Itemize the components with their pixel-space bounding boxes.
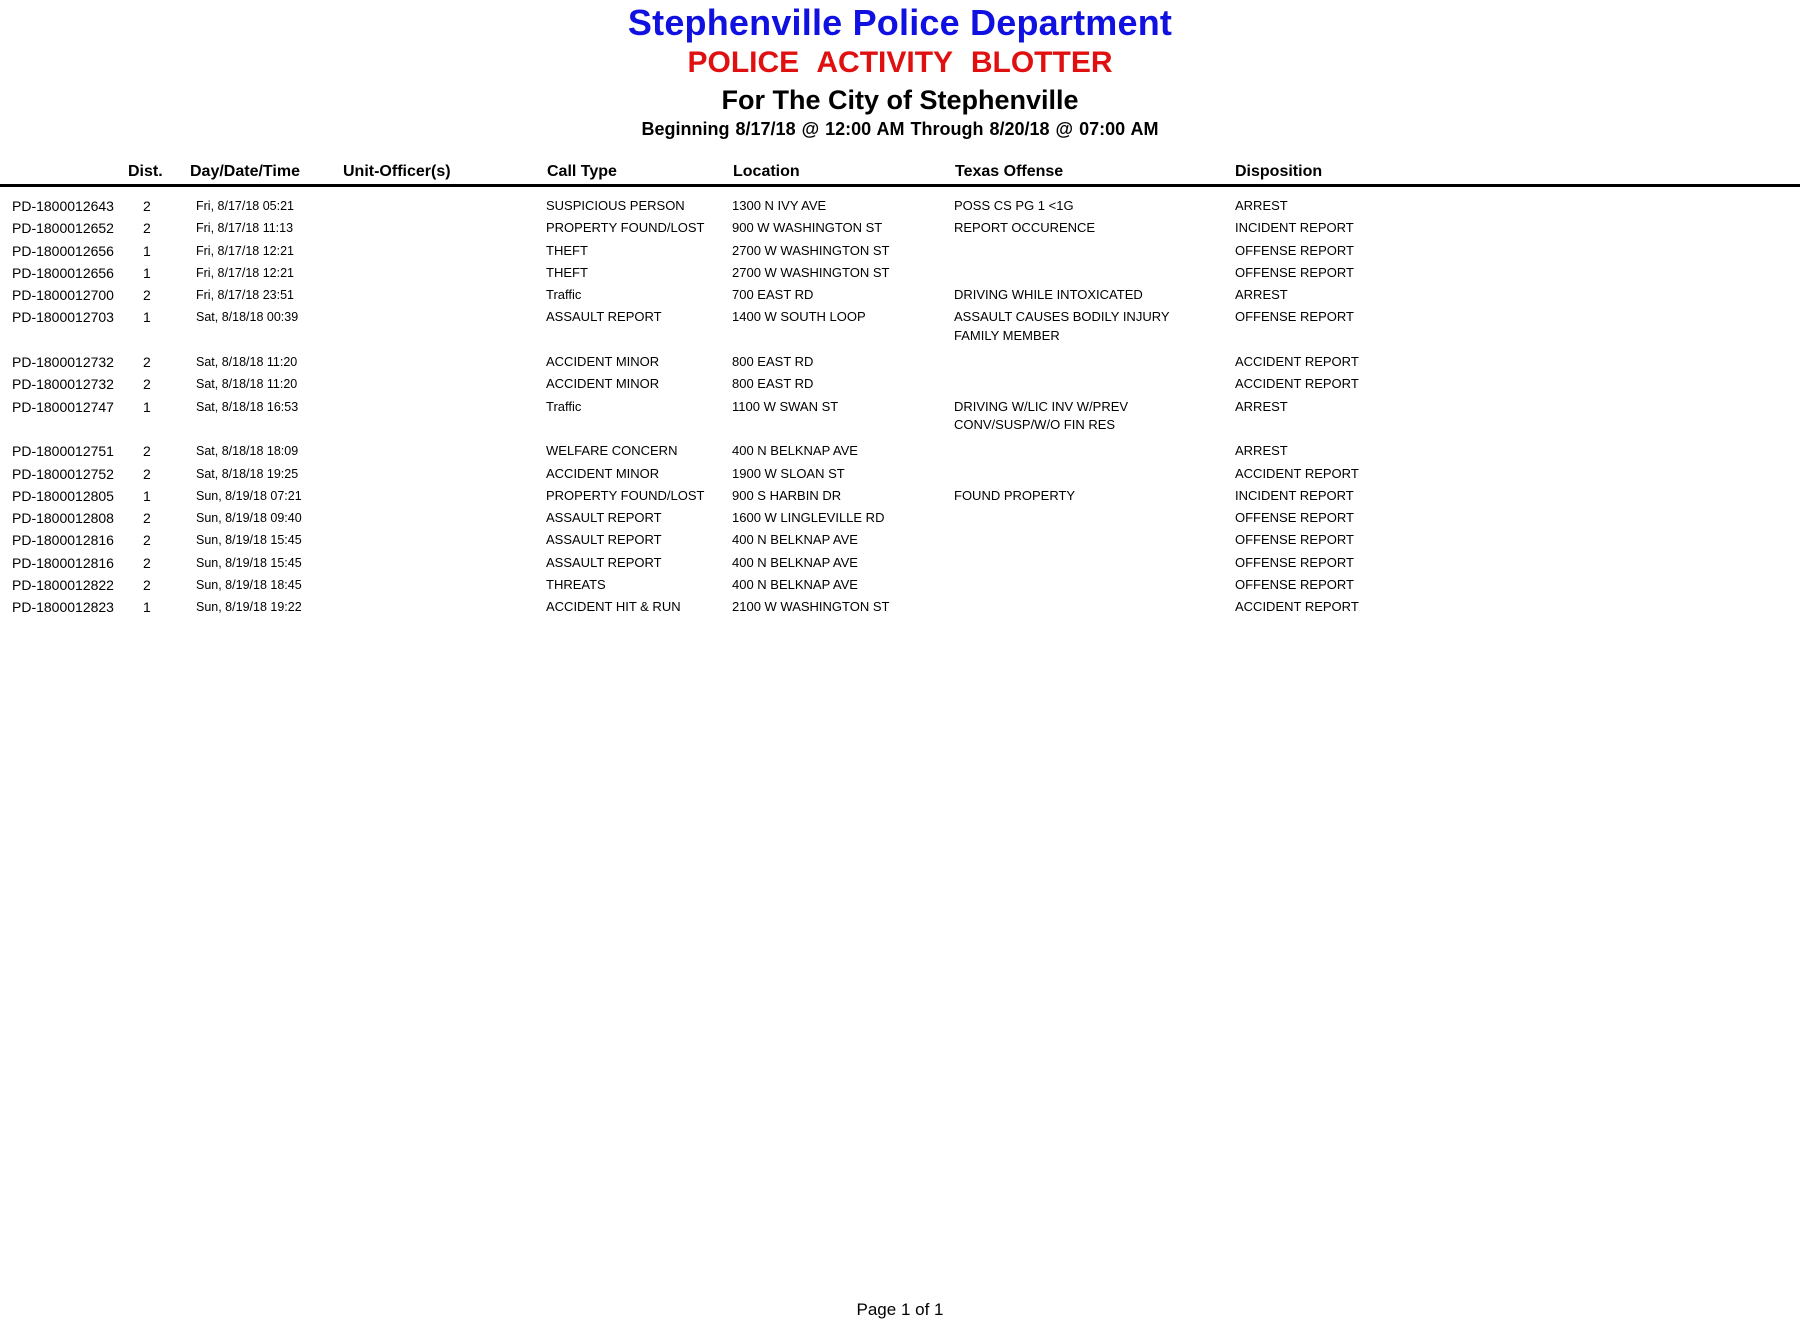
column-header-disposition: Disposition — [1235, 163, 1323, 180]
table-row — [0, 375, 1800, 397]
table-row — [0, 286, 1800, 308]
row-call-type: ASSAULT REPORT — [546, 510, 662, 526]
blotter-table — [0, 197, 1800, 621]
row-location: 2700 W WASHINGTON ST — [732, 242, 890, 258]
row-disposition: ACCIDENT REPORT — [1235, 376, 1359, 392]
table-row — [0, 531, 1800, 553]
row-datetime: Sun, 8/19/18 18:45 — [196, 578, 302, 593]
table-row — [0, 465, 1800, 487]
row-disposition: OFFENSE REPORT — [1235, 554, 1354, 570]
row-offense: FOUND PROPERTY — [954, 487, 1076, 503]
table-row — [0, 242, 1800, 264]
row-datetime: Sun, 8/19/18 09:40 — [196, 511, 302, 526]
row-offense: ASSAULT CAUSES BODILY INJURY FAMILY MEMBER — [954, 309, 1170, 343]
row-id: PD-1800012656 — [12, 264, 114, 281]
row-location: 1900 W SLOAN ST — [732, 465, 845, 481]
row-datetime: Sun, 8/19/18 07:21 — [196, 488, 302, 503]
row-dist: 1 — [143, 487, 151, 504]
table-row — [0, 554, 1800, 576]
row-dist: 2 — [143, 577, 151, 594]
row-call-type: ASSAULT REPORT — [546, 554, 662, 570]
row-offense: DRIVING W/LIC INV W/PREV CONV/SUSP/W/O FIN RES — [954, 398, 1129, 433]
row-call-type: PROPERTY FOUND/LOST — [546, 220, 705, 236]
row-id: PD-1800012732 — [12, 354, 114, 371]
row-datetime: Fri, 8/17/18 12:21 — [196, 243, 294, 258]
header-divider — [0, 184, 1800, 187]
row-disposition: ARREST — [1235, 398, 1288, 414]
row-disposition: ACCIDENT REPORT — [1235, 465, 1359, 481]
row-datetime: Sat, 8/18/18 18:09 — [196, 444, 299, 459]
row-disposition: ARREST — [1235, 443, 1288, 459]
row-disposition: OFFENSE REPORT — [1235, 242, 1354, 258]
row-disposition: ACCIDENT REPORT — [1235, 354, 1359, 370]
table-row — [0, 398, 1800, 443]
page-number: Page 1 of 1 — [856, 1300, 944, 1319]
row-id: PD-1800012822 — [12, 577, 114, 594]
row-location: 400 N BELKNAP AVE — [732, 554, 858, 570]
column-header-call-type: Call Type — [547, 163, 617, 180]
row-disposition: OFFENSE REPORT — [1235, 309, 1354, 325]
row-id: PD-1800012643 — [12, 198, 114, 214]
row-location: 2100 W WASHINGTON ST — [732, 599, 890, 615]
table-row — [0, 308, 1800, 353]
row-call-type: Traffic — [546, 398, 582, 414]
row-id: PD-1800012656 — [12, 242, 114, 259]
row-id: PD-1800012703 — [12, 309, 114, 326]
table-row — [0, 197, 1800, 219]
row-location: 400 N BELKNAP AVE — [732, 532, 858, 548]
row-dist: 2 — [143, 287, 151, 304]
row-dist: 2 — [143, 465, 151, 482]
table-row — [0, 264, 1800, 286]
row-location: 800 EAST RD — [732, 354, 814, 370]
row-dist: 2 — [143, 443, 151, 460]
row-offense: DRIVING WHILE INTOXICATED — [954, 287, 1143, 303]
row-id: PD-1800012700 — [12, 287, 114, 304]
row-datetime: Sat, 8/18/18 11:20 — [196, 377, 298, 392]
row-dist: 1 — [143, 398, 151, 415]
row-id: PD-1800012808 — [12, 510, 114, 527]
column-header-location: Location — [733, 163, 800, 180]
row-location: 400 N BELKNAP AVE — [732, 577, 858, 593]
table-row — [0, 219, 1800, 241]
row-location: 1100 W SWAN ST — [732, 398, 839, 414]
row-id: PD-1800012751 — [12, 443, 114, 460]
row-id: PD-1800012823 — [12, 599, 114, 616]
row-call-type: Traffic — [546, 287, 582, 303]
row-call-type: PROPERTY FOUND/LOST — [546, 487, 705, 503]
page-title: Stephenville Police Department — [627, 2, 1173, 43]
row-location: 1300 N IVY AVE — [732, 198, 827, 213]
row-id: PD-1800012805 — [12, 487, 114, 504]
row-dist: 2 — [143, 532, 151, 549]
row-disposition: ARREST — [1235, 198, 1288, 213]
row-id: PD-1800012752 — [12, 465, 114, 482]
row-datetime: Sat, 8/18/18 00:39 — [196, 310, 299, 325]
row-call-type: SUSPICIOUS PERSON — [546, 198, 685, 213]
row-call-type: ASSAULT REPORT — [546, 532, 662, 548]
row-id: PD-1800012747 — [12, 398, 114, 415]
row-location: 400 N BELKNAP AVE — [732, 443, 858, 459]
row-datetime: Sun, 8/19/18 15:45 — [196, 555, 302, 570]
row-location: 1400 W SOUTH LOOP — [732, 309, 866, 325]
row-dist: 1 — [143, 309, 151, 326]
row-disposition: INCIDENT REPORT — [1235, 220, 1354, 236]
row-call-type: ASSAULT REPORT — [546, 309, 662, 325]
row-dist: 2 — [143, 354, 151, 371]
table-row — [0, 487, 1800, 509]
row-location: 900 S HARBIN DR — [732, 487, 842, 503]
row-dist: 1 — [143, 242, 151, 259]
row-datetime: Sat, 8/18/18 11:20 — [196, 355, 298, 370]
row-disposition: OFFENSE REPORT — [1235, 577, 1354, 593]
row-disposition: OFFENSE REPORT — [1235, 532, 1354, 548]
row-call-type: ACCIDENT MINOR — [546, 376, 660, 392]
row-id: PD-1800012652 — [12, 220, 114, 237]
table-row — [0, 353, 1800, 375]
row-id: PD-1800012816 — [12, 532, 114, 549]
column-header-offense: Texas Offense — [955, 163, 1064, 180]
row-datetime: Sat, 8/18/18 16:53 — [196, 399, 299, 414]
row-dist: 2 — [143, 198, 151, 214]
row-datetime: Fri, 8/17/18 11:13 — [196, 221, 294, 236]
row-datetime: Sun, 8/19/18 19:22 — [196, 600, 302, 615]
table-row — [0, 509, 1800, 531]
row-call-type: THEFT — [546, 242, 588, 258]
row-location: 800 EAST RD — [732, 376, 814, 392]
row-location: 700 EAST RD — [732, 287, 814, 303]
row-dist: 1 — [143, 599, 151, 616]
report-subtitle: POLICE ACTIVITY BLOTTER — [687, 46, 1113, 79]
table-row — [0, 598, 1800, 620]
row-datetime: Sat, 8/18/18 19:25 — [196, 466, 299, 481]
row-datetime: Fri, 8/17/18 12:21 — [196, 265, 294, 280]
row-call-type: ACCIDENT HIT & RUN — [546, 599, 681, 615]
row-disposition: OFFENSE REPORT — [1235, 510, 1354, 526]
row-call-type: WELFARE CONCERN — [546, 443, 678, 459]
row-dist: 2 — [143, 376, 151, 393]
report-date-range: Beginning 8/17/18 @ 12:00 AM Through 8/20/18 @ 07:00 AM — [641, 119, 1159, 139]
row-dist: 2 — [143, 554, 151, 571]
row-id: PD-1800012732 — [12, 376, 114, 393]
row-disposition: OFFENSE REPORT — [1235, 264, 1354, 280]
row-disposition: ARREST — [1235, 287, 1288, 303]
column-header-unit: Unit-Officer(s) — [343, 163, 451, 180]
row-call-type: THEFT — [546, 264, 588, 280]
row-call-type: THREATS — [546, 577, 606, 593]
table-row — [0, 576, 1800, 598]
table-row — [0, 442, 1800, 464]
row-location: 2700 W WASHINGTON ST — [732, 264, 890, 280]
row-datetime: Sun, 8/19/18 15:45 — [196, 533, 302, 548]
row-disposition: INCIDENT REPORT — [1235, 487, 1354, 503]
row-call-type: ACCIDENT MINOR — [546, 354, 660, 370]
column-header-datetime: Day/Date/Time — [190, 163, 300, 180]
row-id: PD-1800012816 — [12, 554, 114, 571]
row-offense: REPORT OCCURENCE — [954, 220, 1096, 236]
row-dist: 2 — [143, 510, 151, 527]
row-datetime: Fri, 8/17/18 23:51 — [196, 288, 294, 303]
row-call-type: ACCIDENT MINOR — [546, 465, 660, 481]
row-datetime: Fri, 8/17/18 05:21 — [196, 199, 294, 213]
row-dist: 1 — [143, 264, 151, 281]
row-dist: 2 — [143, 220, 151, 237]
row-offense: POSS CS PG 1 <1G — [954, 198, 1074, 213]
row-location: 1600 W LINGLEVILLE RD — [732, 510, 885, 526]
row-disposition: ACCIDENT REPORT — [1235, 599, 1359, 615]
column-header-dist: Dist. — [128, 163, 163, 180]
row-location: 900 W WASHINGTON ST — [732, 220, 883, 236]
report-city: For The City of Stephenville — [721, 85, 1079, 115]
